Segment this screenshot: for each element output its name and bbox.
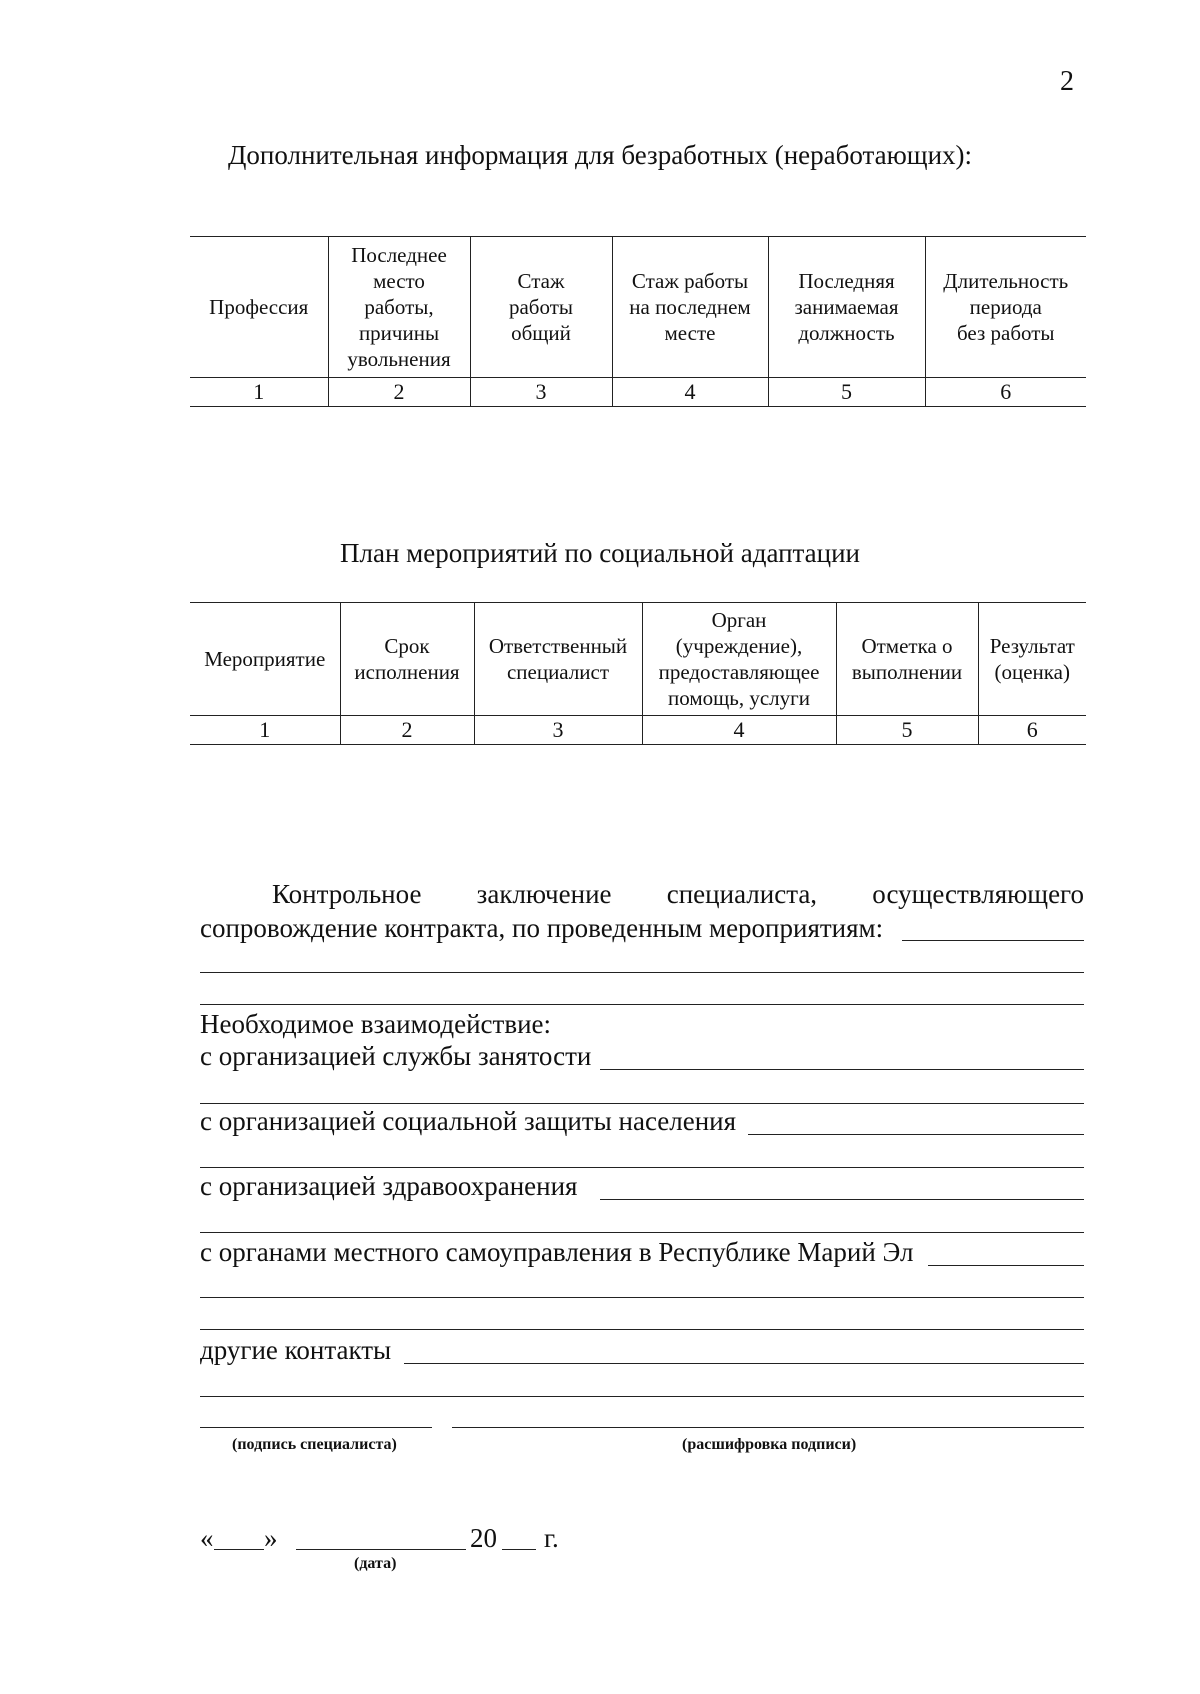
specialist-signature-caption: (подпись специалиста) <box>232 1436 397 1453</box>
header-last-position: Последняя занимаемая должность <box>768 237 925 378</box>
column-number: 1 <box>190 378 328 407</box>
column-number: 3 <box>470 378 612 407</box>
unemployed-info-table <box>190 236 1086 407</box>
social-protection-field-line[interactable] <box>200 1167 1084 1168</box>
date-close-quote: » <box>264 1523 278 1553</box>
conclusion-blank[interactable] <box>902 940 1084 941</box>
signature-decoding-caption: (расшифровка подписи) <box>682 1436 857 1453</box>
column-number: 6 <box>925 378 1086 407</box>
local-government-field-line[interactable] <box>200 1297 1084 1298</box>
table-header-row <box>190 603 1086 716</box>
conclusion-blank-line[interactable] <box>200 972 1084 973</box>
conclusion-blank-line[interactable] <box>200 1004 1084 1005</box>
header-last-place-experience: Стаж работы на последнем месте <box>612 237 768 378</box>
healthcare-field[interactable] <box>600 1199 1084 1200</box>
column-number: 1 <box>190 716 340 745</box>
section2-title: План мероприятий по социальной адаптации <box>340 538 860 568</box>
table-row <box>190 378 1086 407</box>
employment-service-label: с организацией службы занятости <box>200 1041 592 1071</box>
specialist-signature-field[interactable] <box>200 1427 432 1428</box>
header-activity: Мероприятие <box>190 603 340 716</box>
header-unemployment-duration: Длительность периода без работы <box>925 237 1086 378</box>
column-number: 4 <box>642 716 836 745</box>
other-contacts-label: другие контакты <box>200 1335 392 1365</box>
other-contacts-field[interactable] <box>404 1363 1084 1364</box>
social-protection-field[interactable] <box>748 1134 1084 1135</box>
date-year-suffix: г. <box>544 1523 559 1553</box>
date-year-prefix: 20 <box>470 1523 497 1553</box>
conclusion-first-line: Контрольное заключение специалиста, осуществляющего <box>272 879 1084 909</box>
column-number: 5 <box>836 716 978 745</box>
page-number: 2 <box>1060 66 1074 97</box>
header-responsible-specialist: Ответственный специалист <box>474 603 642 716</box>
employment-service-field-line[interactable] <box>200 1103 1084 1104</box>
header-completion-mark: Отметка о выполнении <box>836 603 978 716</box>
signature-decoding-field[interactable] <box>452 1427 1084 1428</box>
header-deadline: Срок исполнения <box>340 603 474 716</box>
healthcare-field-line[interactable] <box>200 1232 1084 1233</box>
header-result: Результат (оценка) <box>978 603 1086 716</box>
header-last-workplace: Последнее место работы, причины увольнения <box>328 237 470 378</box>
date-month-field[interactable] <box>296 1549 466 1550</box>
employment-service-field[interactable] <box>600 1069 1084 1070</box>
column-number: 4 <box>612 378 768 407</box>
local-government-field[interactable] <box>928 1265 1084 1266</box>
table-row <box>190 716 1086 745</box>
date-day-field[interactable] <box>214 1549 264 1550</box>
interaction-heading: Необходимое взаимодействие: <box>200 1009 552 1039</box>
social-protection-label: с организацией социальной защиты населения <box>200 1106 737 1136</box>
other-contacts-field-line[interactable] <box>200 1396 1084 1397</box>
section1-title: Дополнительная информация для безработных (неработающих): <box>227 140 973 170</box>
date-year-field[interactable] <box>502 1549 536 1550</box>
date-open-quote: « <box>200 1523 214 1553</box>
column-number: 2 <box>328 378 470 407</box>
column-number: 2 <box>340 716 474 745</box>
healthcare-label: с организацией здравоохранения <box>200 1171 578 1201</box>
column-number: 6 <box>978 716 1086 745</box>
header-profession: Профессия <box>190 237 328 378</box>
date-caption: (дата) <box>354 1555 397 1572</box>
header-total-experience: Стаж работы общий <box>470 237 612 378</box>
column-number: 5 <box>768 378 925 407</box>
table-header-row <box>190 237 1086 378</box>
local-government-field-line[interactable] <box>200 1329 1084 1330</box>
adaptation-plan-table <box>190 602 1086 745</box>
header-providing-organization: Орган (учреждение), предоставляющее помощь, услуги <box>642 603 836 716</box>
conclusion-second-line: сопровождение контракта, по проведенным мероприятиям: <box>200 913 884 943</box>
local-government-label: с органами местного самоуправления в Республике Марий Эл <box>200 1237 914 1267</box>
column-number: 3 <box>474 716 642 745</box>
